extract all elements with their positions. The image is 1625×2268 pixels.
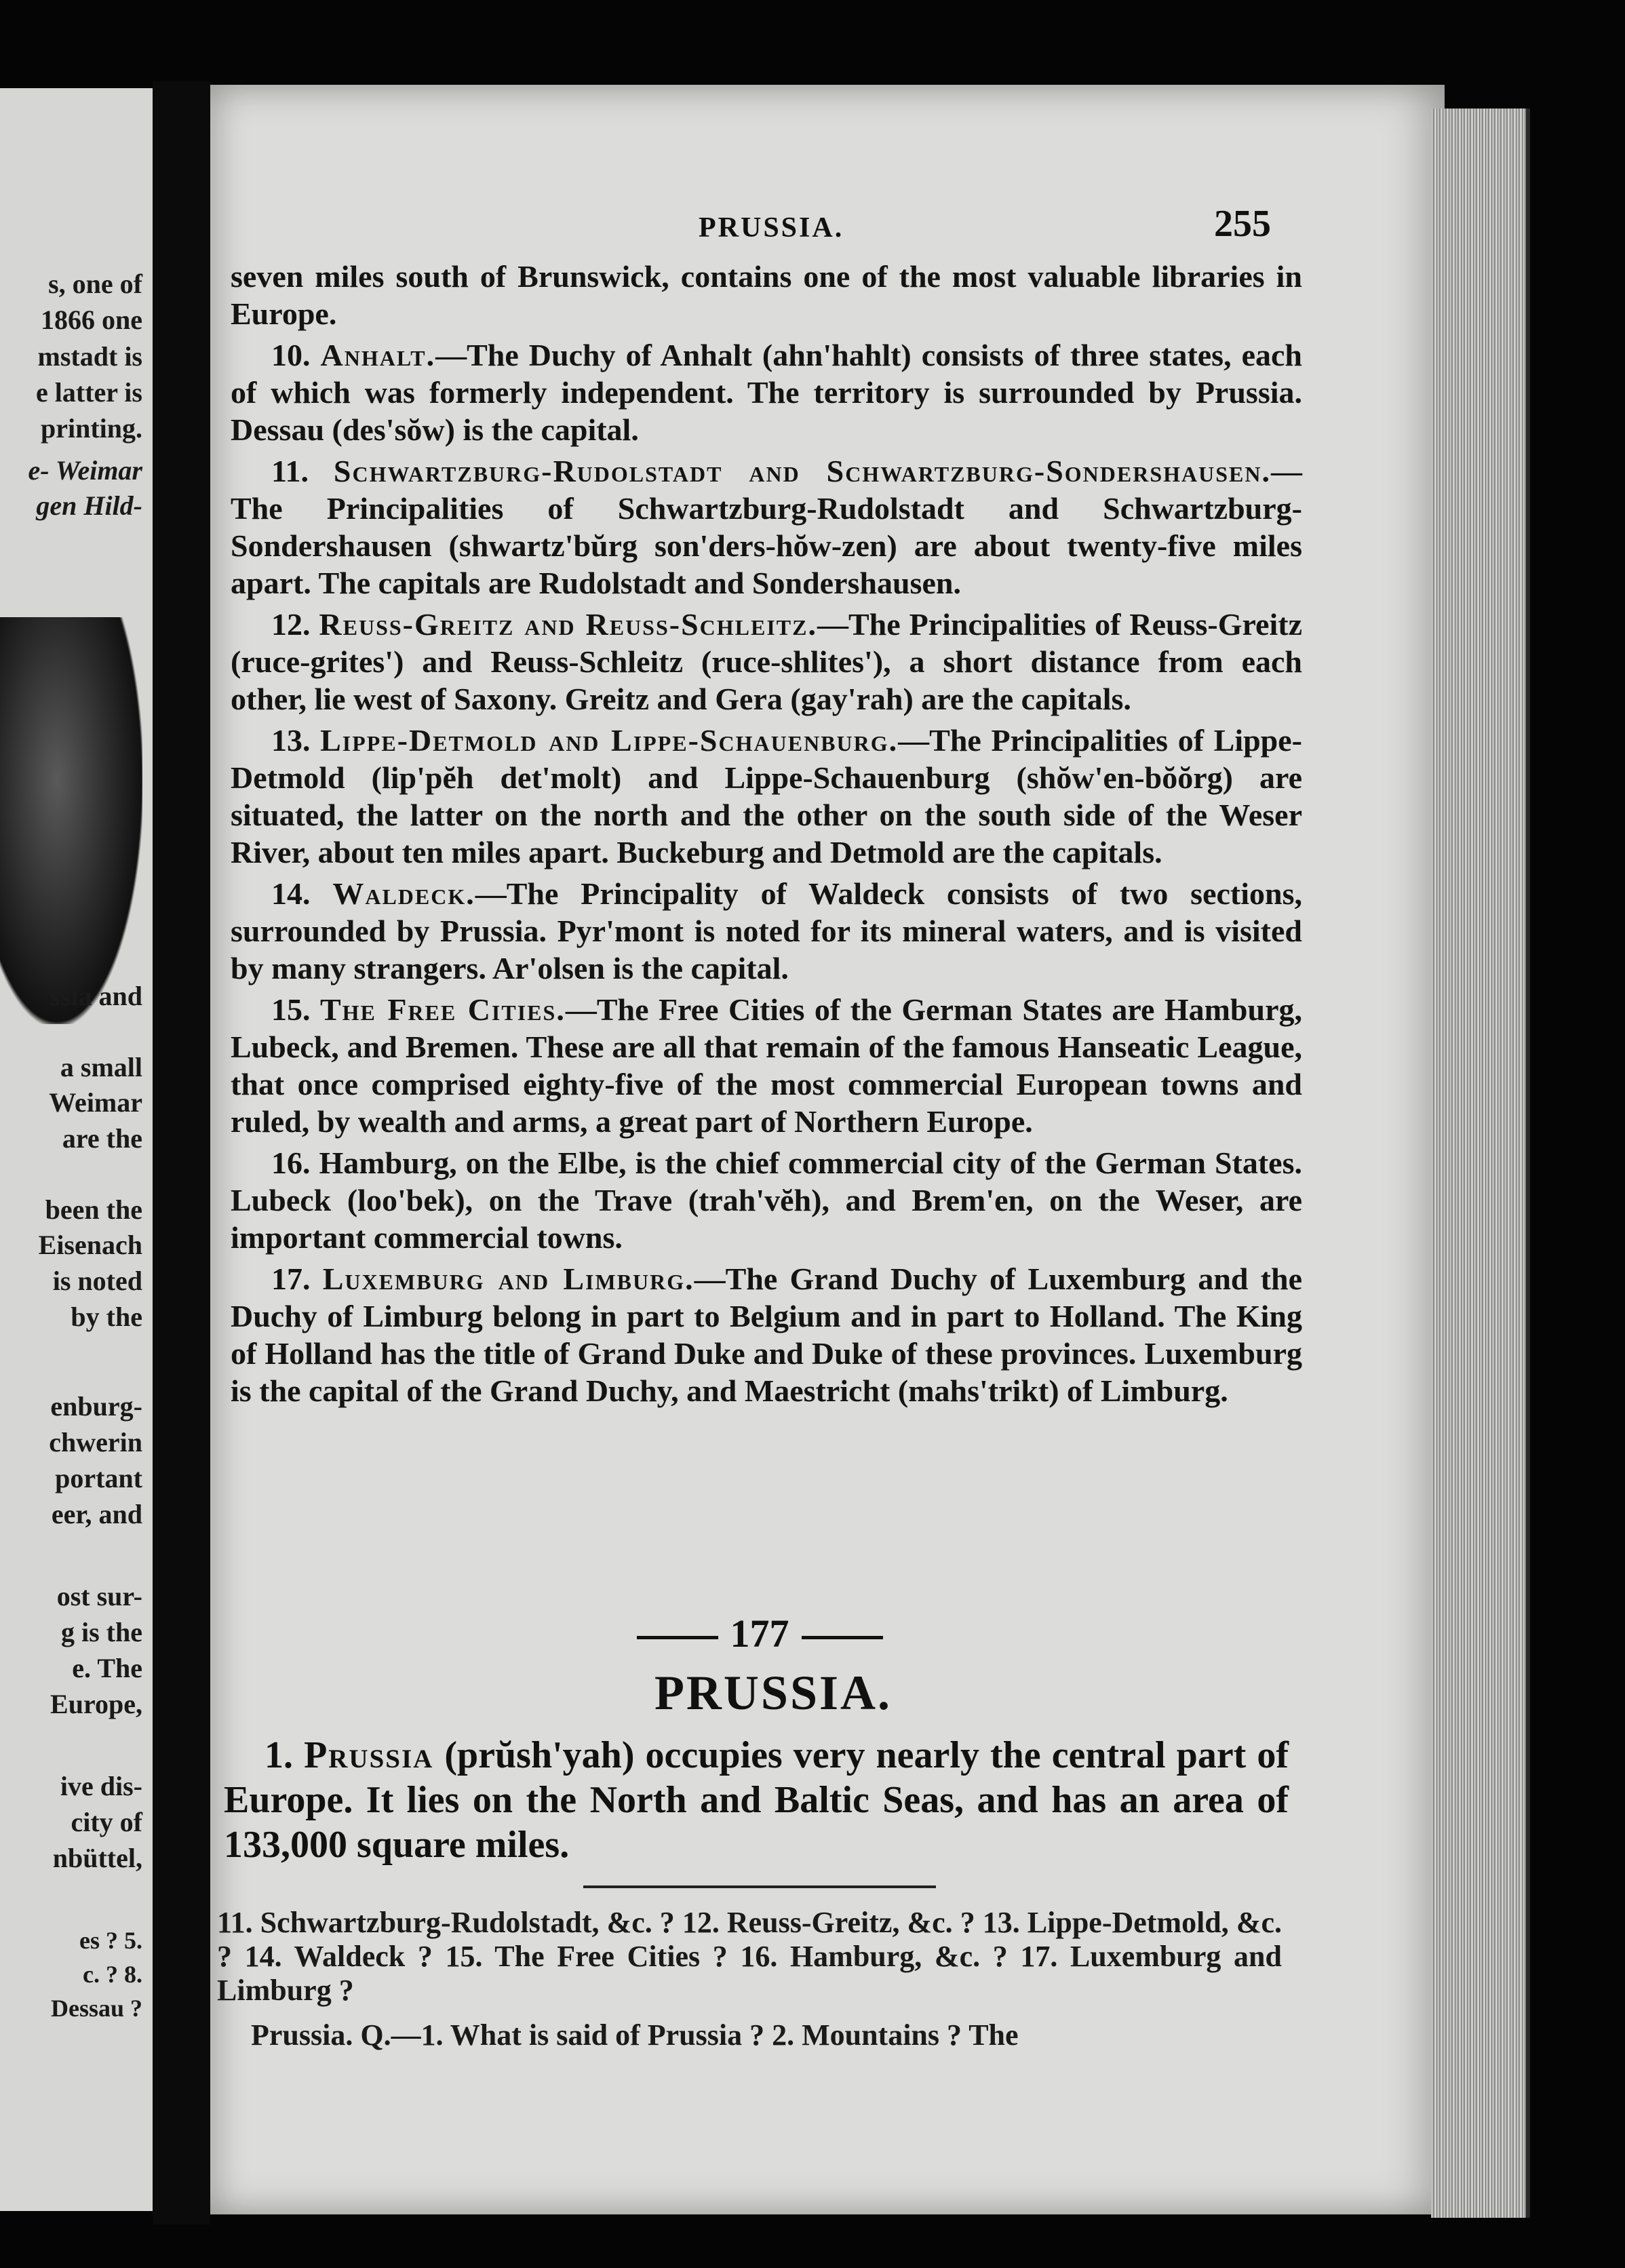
rule-left	[637, 1636, 718, 1639]
paragraph: 13. Lippe-Detmold and Lippe-Schauenburg.—The Principalities of Lippe-Detmold (lip'pĕh det'molt) and Lippe-Schauenburg (shŏw'en-bŏŏrg) are situated, the latter on the north and the other on the south side of the Weser River, about ten miles apart. Buckeburg and Detmold are the capitals.	[231, 723, 1302, 869]
book-gutter	[153, 81, 210, 2225]
page-edges	[1431, 109, 1530, 2218]
review-questions: 11. Schwartzburg-Rudolstadt, &c. ? 12. Reuss-Greitz, &c. ? 13. Lippe-Detmold, &c. ? 14. Waldeck ? 15. The Free Cities ? 16. Hamburg, &c. ? 17. Luxemburg and Limburg ?	[217, 1906, 1282, 2007]
left-line: is noted	[52, 1266, 142, 1296]
left-line: ive dis-	[60, 1771, 142, 1801]
left-line: a small	[60, 1052, 142, 1082]
paragraph: 17. Luxemburg and Limburg.—The Grand Duchy of Luxemburg and the Duchy of Limburg belong in part to Belgium and in part to Holland. The King of Holland has the title of Grand Duke and Duke of these provinces. Luxemburg is the capital of the Grand Duchy, and Maestricht (mahs'trikt) of Limburg.	[231, 1262, 1302, 1408]
paragraph-heading: Schwartzburg-Rudolstadt and Schwartzburg-Sondershausen.	[333, 454, 1271, 488]
prussia-paragraph: 1. Prussia (prŭsh'yah) occupies very nearly the central part of Europe. It lies on the North and Baltic Seas, and has an area of 133,000 square miles.	[224, 1734, 1289, 1866]
paragraph-heading: The Free Cities.	[319, 992, 566, 1027]
left-line: portant	[55, 1463, 142, 1493]
paragraph-heading: Prussia	[304, 1734, 434, 1776]
paragraph: 14. Waldeck.—The Principality of Waldeck consists of two sections, surrounded by Prussia. Pyr'mont is noted for its mineral waters, and is visited by many strangers. Ar'olsen is the capital.	[231, 876, 1303, 985]
left-page-illustration	[0, 617, 142, 1024]
paragraph: 11. Schwartzburg-Rudolstadt and Schwartzburg-Sondershausen.—The Principalities of Schwartzburg-Rudolstadt and Schwartzburg-Sondershausen (shwartz'bŭrg son'ders-hŏw-zen) are about twenty-five miles apart. The capitals are Rudolstadt and Sondershausen.	[231, 454, 1302, 600]
page-number: 255	[1214, 203, 1271, 245]
left-line: by the	[71, 1302, 142, 1332]
left-line: ost sur-	[56, 1581, 142, 1611]
left-line: c. ? 8.	[83, 1961, 142, 1988]
paragraph: 15. The Free Cities.—The Free Cities of the German States are Hamburg, Lubeck, and Bremen. These are all that remain of the famous Hanseatic League, that once comprised eighty-five of the most commercial European towns and ruled, by wealth and arms, a great part of Northern Europe.	[231, 992, 1303, 1139]
paragraph: 12. Reuss-Greitz and Reuss-Schleitz.—The Principalities of Reuss-Greitz (ruce-grites') and Reuss-Schleitz (ruce-shlites'), a short distance from each other, lie west of Saxony. Greitz and Gera (gay'rah) are the capitals.	[231, 607, 1302, 716]
left-line: are the	[62, 1123, 142, 1154]
left-line: enburg-	[50, 1391, 142, 1422]
left-line: ssia and	[50, 981, 142, 1011]
left-line: mstadt is	[37, 341, 142, 372]
left-line: Eisenach	[38, 1230, 142, 1260]
paragraph: seven miles south of Brunswick, contains one of the most valuable libraries in Europe.	[231, 259, 1302, 331]
footer-rule	[583, 1885, 936, 1888]
paragraph: 16. Hamburg, on the Elbe, is the chief commercial city of the German States. Lubeck (loo'bek), on the Trave (trah'vĕh), and Brem'en, on the Weser, are important commercial towns.	[231, 1146, 1302, 1255]
left-line: s, one of	[48, 269, 142, 299]
left-line: gen Hild-	[36, 490, 142, 521]
left-line: 1866 one	[41, 305, 142, 335]
left-line: been the	[45, 1194, 142, 1225]
paragraph-heading: Reuss-Greitz and Reuss-Schleitz.	[319, 607, 817, 642]
rule-right	[802, 1636, 883, 1639]
left-line: g is the	[61, 1617, 142, 1647]
section-title: PRUSSIA.	[654, 1666, 893, 1720]
running-head: PRUSSIA.	[699, 212, 844, 243]
body-text	[231, 258, 1302, 1413]
left-line: nbüttel,	[52, 1843, 142, 1873]
left-line: e. The	[72, 1653, 142, 1683]
left-line: Weimar	[49, 1087, 142, 1118]
question-line: Prussia. Q.—1. What is said of Prussia ? 2. Mountains ? The	[251, 2018, 1019, 2052]
left-line: chwerin	[49, 1427, 142, 1458]
left-line: e- Weimar	[28, 455, 142, 486]
paragraph-heading: Anhalt.	[320, 338, 436, 372]
paragraph-heading: Waldeck.	[332, 876, 475, 911]
left-page-fragment	[0, 88, 153, 2211]
left-line: printing.	[40, 413, 142, 444]
paragraph-heading: Lippe-Detmold and Lippe-Schauenburg.	[320, 723, 899, 758]
left-line: Dessau ?	[50, 1995, 142, 2022]
paragraph: 10. Anhalt.—The Duchy of Anhalt (ahn'hahlt) consists of three states, each of which was formerly independent. The territory is surrounded by Prussia. Dessau (des'sŏw) is the capital.	[231, 338, 1303, 447]
section-number: 177	[583, 1611, 936, 1656]
left-line: eer, and	[51, 1499, 142, 1529]
left-line: Europe,	[50, 1689, 142, 1719]
left-line: city of	[71, 1807, 142, 1837]
paragraph-heading: Luxemburg and Limburg.	[322, 1262, 694, 1296]
left-line: e latter is	[36, 377, 142, 408]
left-line: es ? 5.	[79, 1927, 142, 1954]
